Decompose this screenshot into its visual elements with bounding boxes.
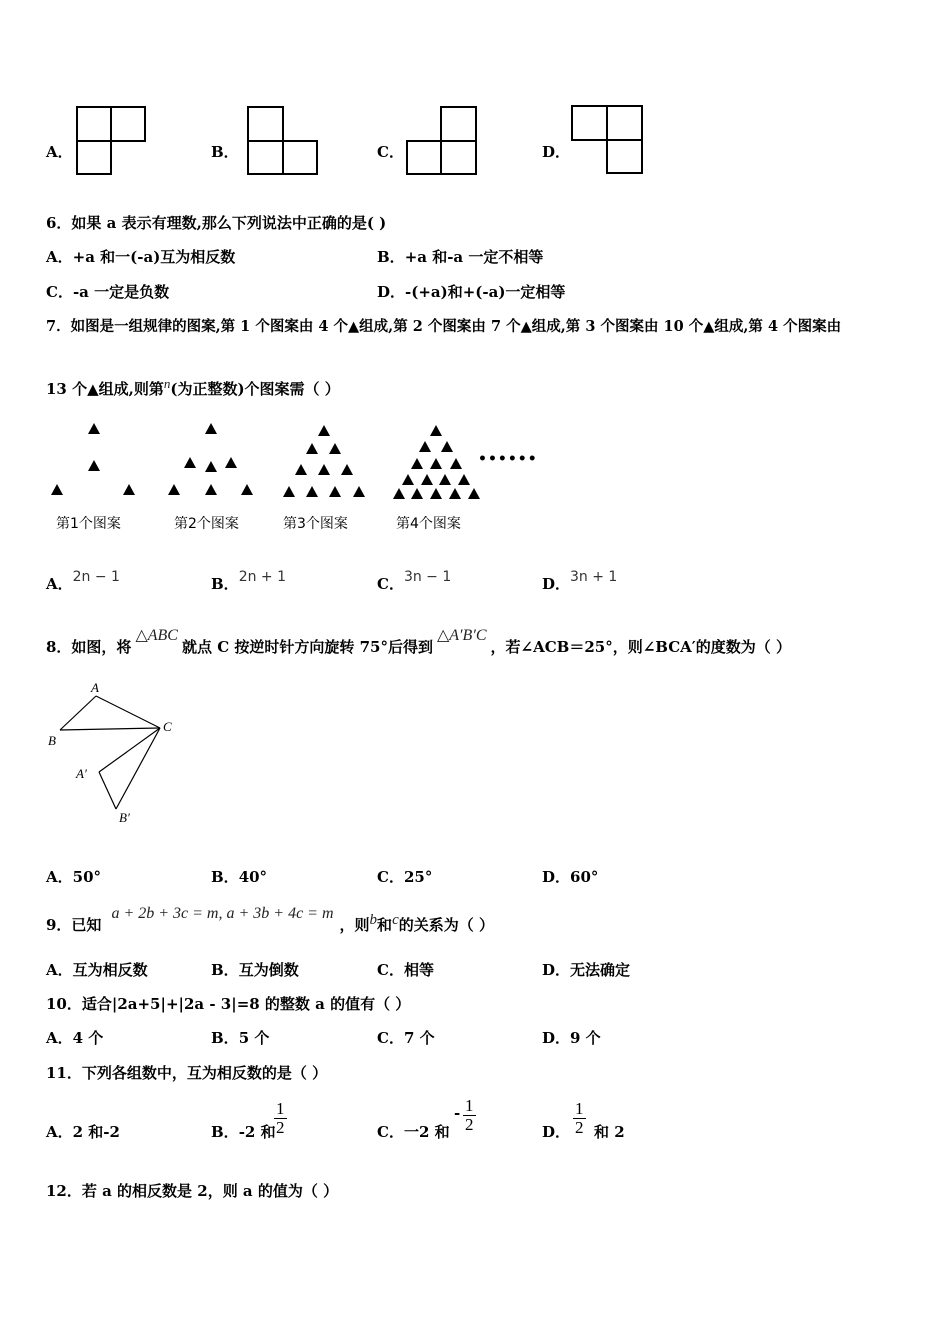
q10-stem: 10．适合|2a+5|+|2a - 3|=8 的整数 a 的值有（ ）	[46, 995, 411, 1013]
q5-option-a-label[interactable]: A．	[46, 143, 73, 161]
q7-caption-4: 第4个图案	[396, 516, 461, 532]
q8-label-a: A	[91, 680, 99, 695]
q8-label-c: C	[163, 719, 172, 734]
q11-option-a[interactable]: A．2 和-2	[46, 1123, 120, 1141]
q7-option-b[interactable]: B．2n + 1	[211, 569, 287, 593]
q8-option-b[interactable]: B．40°	[211, 868, 268, 886]
q6-option-c[interactable]: C．-a 一定是负数	[46, 283, 170, 301]
q11-stem: 11．下列各组数中，互为相反数的是（ ）	[46, 1064, 328, 1082]
q10-option-a[interactable]: A．4 个	[46, 1029, 104, 1047]
q7-option-d[interactable]: D．3n + 1	[542, 569, 618, 593]
q8-option-d[interactable]: D．60°	[542, 868, 599, 886]
q5-option-d-label[interactable]: D．	[542, 143, 571, 161]
q9-stem: 9．已知a + 2b + 3c = m, a + 3b + 4c = m，则$^b$和$^c$的关系为（ ）	[46, 905, 494, 934]
q7-pattern-2	[168, 423, 253, 495]
q10-option-b[interactable]: B．5 个	[211, 1029, 270, 1047]
q11-option-c-fraction: $\frac{1}{2}$	[465, 1096, 474, 1134]
q8-label-b: B	[48, 733, 56, 748]
q11-option-c[interactable]: C．一2 和	[377, 1123, 450, 1141]
q7-caption-3: 第3个图案	[283, 516, 348, 532]
q5-option-c-label[interactable]: C．	[377, 143, 404, 161]
q11-option-d-text: 和 2	[594, 1123, 625, 1141]
q9-option-a[interactable]: A．互为相反数	[46, 961, 148, 979]
q5-option-b-figure	[247, 106, 319, 176]
q7-pattern-4	[393, 425, 480, 499]
q7-ellipsis: ••••••	[478, 451, 538, 467]
q7-stem-line2: 13 个▲组成,则第$^n$(为正整数)个图案需（ ）	[46, 376, 340, 398]
q7-option-a[interactable]: A．2n − 1	[46, 569, 120, 593]
q9-option-b[interactable]: B．互为倒数	[211, 961, 299, 979]
q6-option-d[interactable]: D．-(+a)和+(-a)一定相等	[377, 283, 566, 301]
q8-triangle-abc: △ABC	[135, 627, 178, 644]
q6-option-b[interactable]: B．+a 和-a 一定不相等	[377, 248, 544, 266]
q6-option-a[interactable]: A．+a 和一(-a)互为相反数	[46, 248, 236, 266]
q12-stem: 12．若 a 的相反数是 2，则 a 的值为（ ）	[46, 1182, 339, 1200]
q11-option-d-label[interactable]: D．	[542, 1123, 571, 1141]
q8-label-a-prime: A′	[76, 766, 87, 781]
q5-option-b-label[interactable]: B．	[211, 143, 239, 161]
q11-option-c-sign: -	[454, 1104, 461, 1122]
q7-pattern-1	[51, 423, 135, 495]
q10-option-d[interactable]: D．9 个	[542, 1029, 601, 1047]
q11-option-d-fraction: $\frac{1}{2}$	[575, 1099, 584, 1137]
q11-option-b[interactable]: B．-2 和	[211, 1123, 276, 1141]
q9-equation: a + 2b + 3c = m, a + 3b + 4c = m	[111, 905, 334, 922]
q7-pattern-3	[283, 425, 365, 497]
q9-option-c[interactable]: C．相等	[377, 961, 434, 979]
q5-option-a-figure	[76, 106, 146, 176]
q7-stem-line1: 7．如图是一组规律的图案,第 1 个图案由 4 个▲组成,第 2 个图案由 7 个▲组成,第 3 个图案由 10 个▲组成,第 4 个图案由	[46, 318, 842, 335]
q8-label-b-prime: B′	[119, 810, 130, 825]
q8-option-a[interactable]: A．50°	[46, 868, 102, 886]
q9-option-d[interactable]: D．无法确定	[542, 961, 631, 979]
q7-option-c[interactable]: C．3n − 1	[377, 569, 452, 593]
q8-stem: 8．如图，将△ABC就点 C 按逆时针方向旋转 75°后得到△A′B′C，若∠ACB＝25°，则∠BCA′的度数为（ ）	[46, 627, 791, 656]
q10-option-c[interactable]: C．7 个	[377, 1029, 435, 1047]
q6-stem: 6．如果 a 表示有理数,那么下列说法中正确的是( )	[46, 214, 387, 232]
q7-var-n: n	[163, 376, 171, 391]
q7-caption-1: 第1个图案	[56, 516, 121, 532]
q11-option-b-fraction: $\frac{1}{2}$	[276, 1099, 285, 1137]
q8-triangle-a1b1c: △A′B′C	[436, 627, 487, 644]
q7-caption-2: 第2个图案	[174, 516, 239, 532]
q5-option-c-figure	[406, 106, 478, 176]
q5-option-d-figure	[571, 104, 645, 176]
q8-figure	[44, 678, 184, 828]
q8-option-c[interactable]: C．25°	[377, 868, 433, 886]
